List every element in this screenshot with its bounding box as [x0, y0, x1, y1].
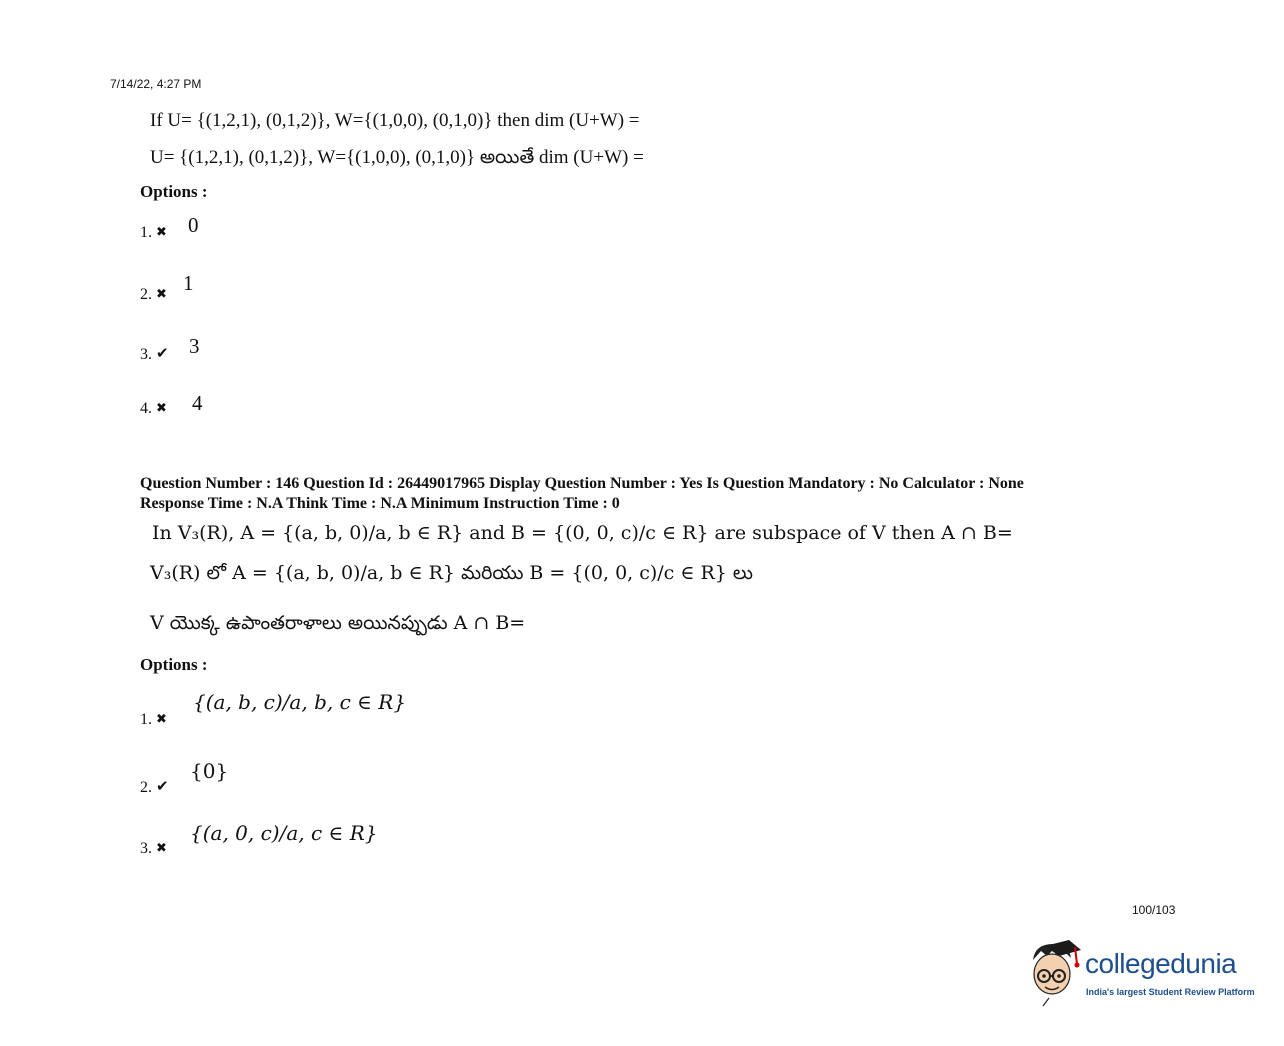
- option-number: 2.: [140, 286, 152, 303]
- q1-option-2: [140, 286, 167, 304]
- q2-option-2-value: {0}: [190, 759, 229, 783]
- q2-option-3: [140, 840, 167, 858]
- q2-meta-line-1: Question Number : 146 Question Id : 26449017965 Display Question Number : Yes Is Question Mandatory : No Calculator : None: [140, 475, 1024, 492]
- option-number: 2.: [140, 779, 152, 796]
- logo-tagline: India's largest Student Review Platform: [1086, 987, 1255, 997]
- q2-option-1: [140, 711, 167, 729]
- q1-option-3: [140, 344, 169, 364]
- q1-option-2-value: 1: [183, 271, 194, 295]
- check-mark-icon: ✔: [156, 777, 169, 795]
- q1-options-label: Options :: [140, 182, 208, 201]
- check-mark-icon: ✔: [156, 344, 169, 362]
- print-timestamp: 7/14/22, 4:27 PM: [110, 77, 202, 91]
- q2-options-label: Options :: [140, 655, 208, 674]
- cross-mark-icon: ✖: [156, 712, 167, 727]
- collegedunia-logo: [1025, 938, 1255, 1010]
- q2-text-telugu-1: V₃(R) లో A = {(a, b, 0)/a, b ∈ R} మరియు B = {(0, 0, c)/c ∈ R} లు: [150, 562, 753, 584]
- q2-text-telugu-2: V యొక్క ఉపాంతరాళాలు అయినప్పుడు A ∩ B=: [150, 612, 526, 634]
- q1-option-3-value: 3: [189, 334, 200, 358]
- option-number: 3.: [140, 346, 152, 363]
- option-number: 4.: [140, 400, 152, 417]
- cross-mark-icon: ✖: [156, 287, 167, 302]
- page-number: 100/103: [1132, 903, 1176, 917]
- q2-option-2: [140, 777, 169, 797]
- q1-option-4: [140, 400, 167, 418]
- q1-option-1: [140, 224, 167, 242]
- option-number: 1.: [140, 224, 152, 241]
- cross-mark-icon: ✖: [156, 225, 167, 240]
- q1-text-telugu: U= {(1,2,1), (0,1,2)}, W={(1,0,0), (0,1,0)} అయితే dim (U+W) =: [150, 147, 644, 168]
- mascot-icon: [1025, 938, 1085, 1008]
- q2-option-3-value: {(a, 0, c)/a, c ∈ R}: [190, 821, 378, 845]
- q2-text-english: In V₃(R), A = {(a, b, 0)/a, b ∈ R} and B = {(0, 0, c)/c ∈ R} are subspace of V then A ∩ B=: [152, 522, 1013, 544]
- q1-option-1-value: 0: [188, 213, 199, 237]
- q2-meta-line-2: Response Time : N.A Think Time : N.A Minimum Instruction Time : 0: [140, 495, 620, 512]
- cross-mark-icon: ✖: [156, 401, 167, 416]
- q2-option-1-value: {(a, b, c)/a, b, c ∈ R}: [193, 690, 407, 714]
- cross-mark-icon: ✖: [156, 841, 167, 856]
- q1-text-english: If U= {(1,2,1), (0,1,2)}, W={(1,0,0), (0,1,0)} then dim (U+W) =: [150, 110, 640, 131]
- logo-wordmark: collegedunia: [1085, 948, 1237, 979]
- option-number: 3.: [140, 840, 152, 857]
- q1-option-4-value: 4: [192, 391, 203, 415]
- option-number: 1.: [140, 711, 152, 728]
